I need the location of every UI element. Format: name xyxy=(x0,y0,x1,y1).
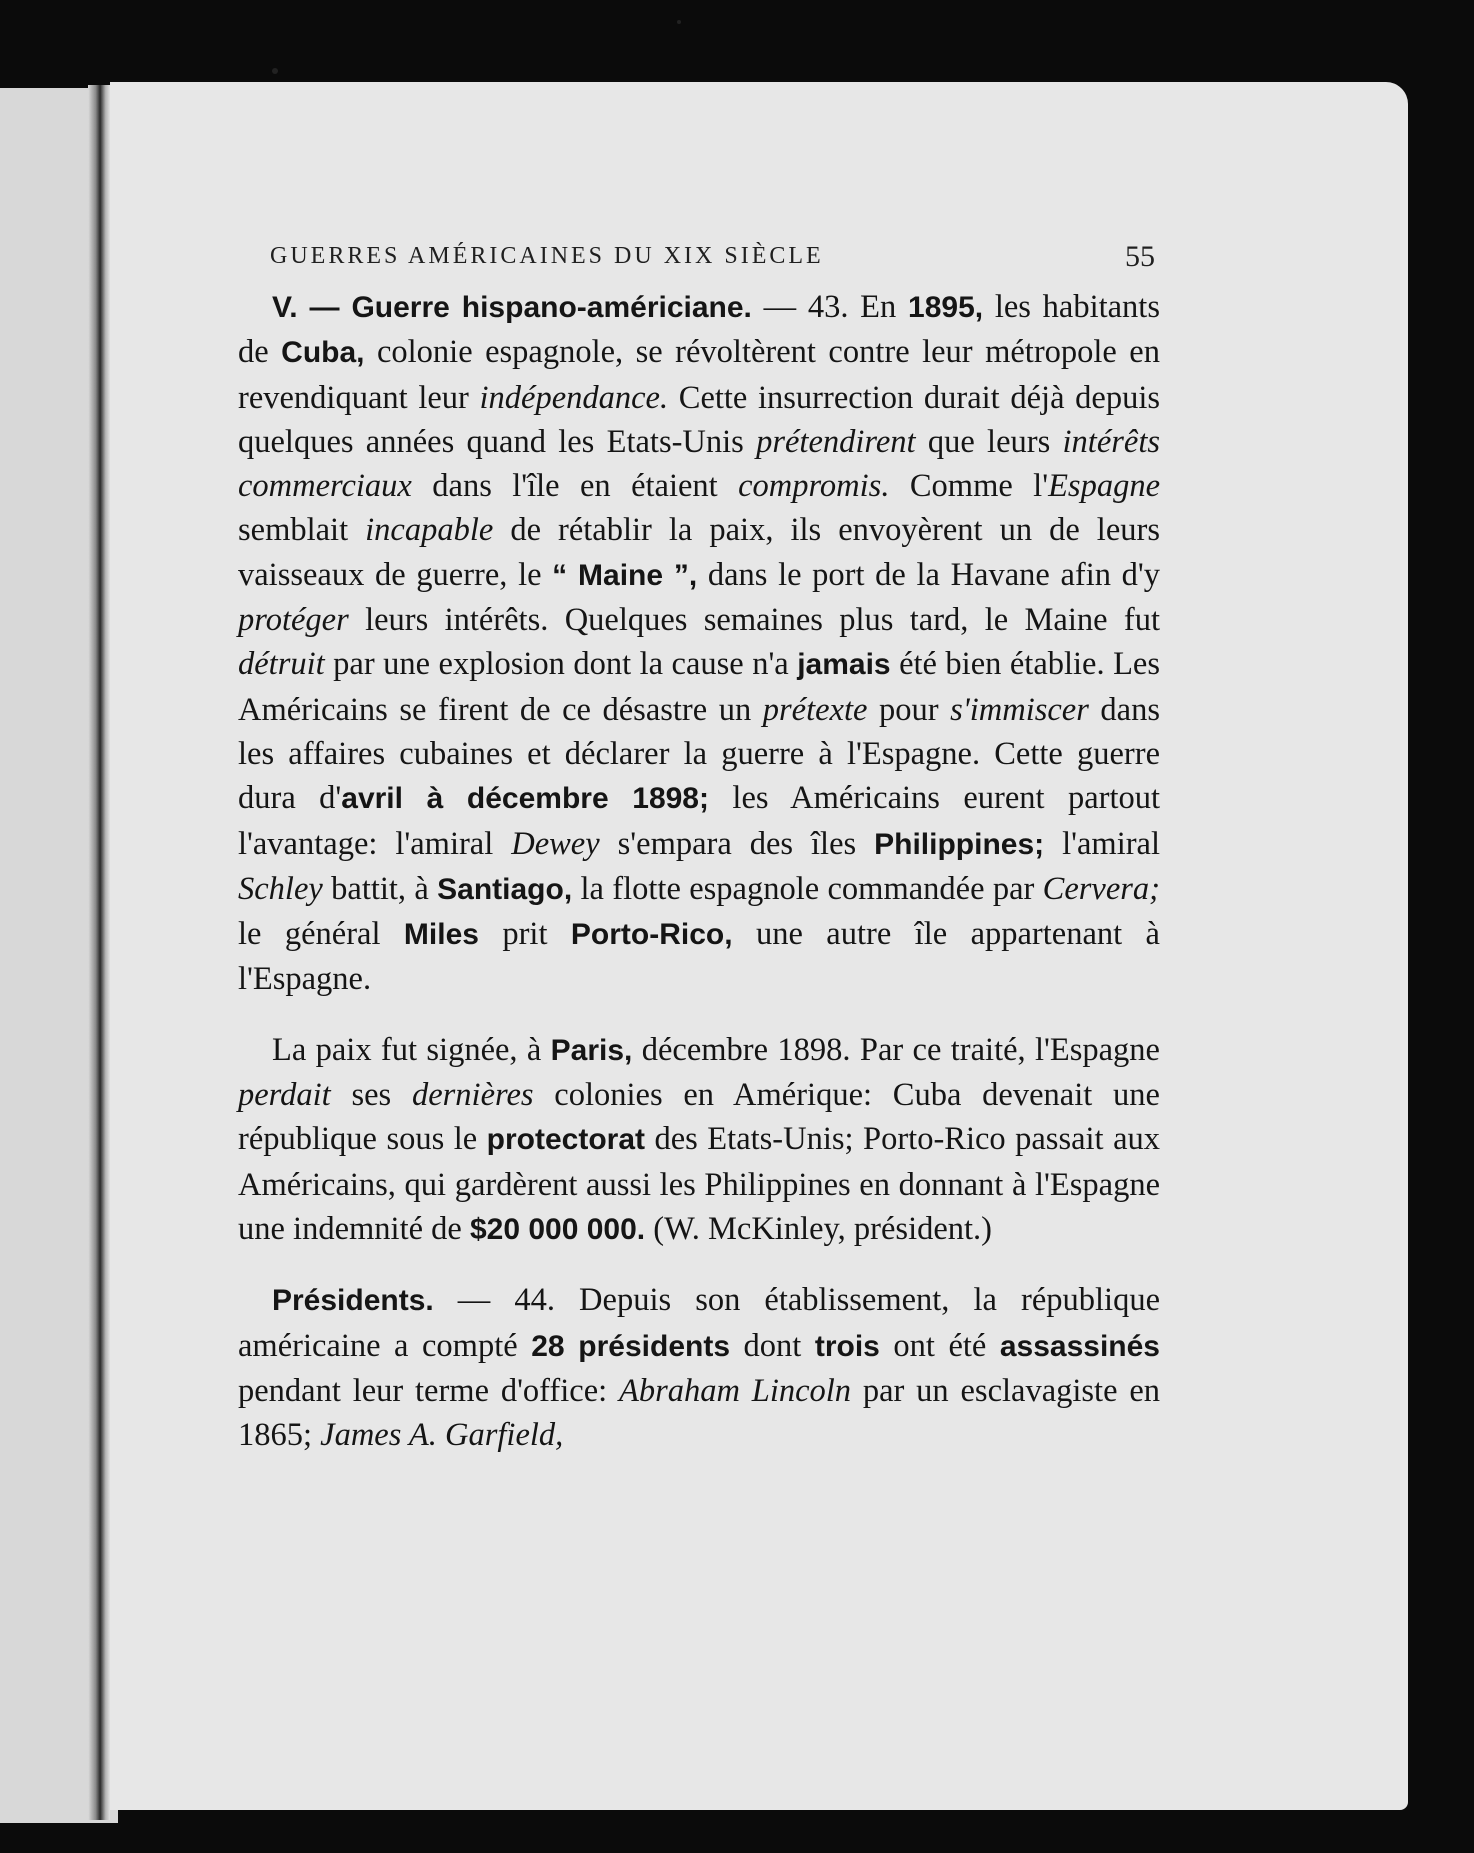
text-run: décembre 1898. Par ce traité, l'Espagne xyxy=(632,1031,1160,1068)
text-run: dont xyxy=(730,1327,815,1364)
text-run: dans les affaires cubaines et déclarer la guerre à l'Espagne. Cette guerre dura d' xyxy=(238,691,1160,817)
text-run: Cette insurrection durait déjà depuis quelques années quand les Etats-Unis xyxy=(238,379,1160,460)
text-run: La paix fut signée, à xyxy=(272,1031,551,1068)
italic-text: indépendance. xyxy=(479,379,669,416)
bold-text: 1895, xyxy=(908,291,984,324)
text-run: — 43. En xyxy=(751,289,909,325)
text-run: le général xyxy=(238,916,404,953)
italic-text: protéger xyxy=(238,602,349,639)
italic-text: Abraham Lincoln xyxy=(618,1372,852,1409)
italic-text: Espagne xyxy=(1048,468,1160,505)
italic-text: perdait xyxy=(238,1077,331,1114)
text-run: que leurs xyxy=(915,423,1063,460)
italic-text: intérêts commerciaux xyxy=(238,423,1160,505)
text-run: des Etats-Unis; Porto-Rico passait aux Américains, qui gardèrent aussi les Philippines en donnant à l'Espagne une indemnité de xyxy=(238,1121,1160,1247)
text-run: une autre île appartenant à l'Espagne. xyxy=(238,916,1160,998)
bold-text: avril à décembre 1898; xyxy=(341,782,709,816)
bold-text: assassinés xyxy=(999,1329,1160,1363)
italic-text: détruit xyxy=(238,646,325,683)
bold-text: Présidents. xyxy=(272,1284,434,1318)
book-gutter xyxy=(88,85,110,1820)
bold-text: “ Maine ”, xyxy=(552,558,698,592)
paragraph-peace xyxy=(238,1028,1160,1252)
text-run: (W. McKinley, président.) xyxy=(645,1210,993,1247)
bold-text: Paris, xyxy=(550,1033,633,1067)
text-run: ont été xyxy=(879,1327,1000,1364)
text-run: par une explosion dont la cause n'a xyxy=(324,646,798,683)
bold-text: trois xyxy=(814,1329,880,1363)
scan-speck xyxy=(677,20,681,24)
bold-text: 28 présidents xyxy=(531,1329,731,1363)
italic-text: incapable xyxy=(365,512,494,549)
scan-speck xyxy=(272,68,278,74)
body-text xyxy=(238,285,1160,1457)
bold-text: Miles xyxy=(403,918,479,952)
text-run: été bien établie. Les Américains se firent de ce désastre un xyxy=(238,646,1160,728)
italic-text: Dewey xyxy=(511,825,600,862)
italic-text: dernières xyxy=(411,1077,534,1114)
text-run: — 44. Depuis son établissement, la république américaine a compté xyxy=(238,1282,1160,1364)
paragraph-war xyxy=(238,285,1160,1002)
italic-text: Cervera; xyxy=(1042,870,1160,907)
text-run: de rétablir la paix, ils envoyèrent un de leurs vaisseaux de guerre, le xyxy=(238,512,1160,593)
bold-text: $20 000 000. xyxy=(469,1212,646,1246)
text-run: semblait xyxy=(238,512,366,549)
text-run: leurs intérêts. Quelques semaines plus tard, le Maine fut xyxy=(348,602,1160,639)
text-run: prit xyxy=(478,916,571,953)
italic-text: Schley xyxy=(238,870,323,907)
text-run: battit, à xyxy=(322,870,438,907)
bold-text: protectorat xyxy=(486,1123,646,1157)
text-run: la flotte espagnole commandée par xyxy=(572,870,1043,907)
running-head: GUERRES AMÉRICAINES DU XIX SIÈCLE xyxy=(270,243,824,269)
text-run: colonies en Amérique: Cuba devenait une république sous le xyxy=(238,1077,1160,1158)
page-number: 55 xyxy=(1125,240,1155,273)
italic-text: s'immiscer xyxy=(950,691,1089,728)
italic-text: James A. Garfield, xyxy=(320,1417,564,1454)
italic-text: prétexte xyxy=(762,691,868,728)
text-run: dans l'île en étaient xyxy=(411,468,739,505)
text-run: ses xyxy=(330,1077,412,1114)
text-run: pour xyxy=(867,691,951,728)
text-run: pendant leur terme d'office: xyxy=(238,1372,619,1409)
bold-text: Porto-Rico, xyxy=(570,918,733,952)
text-run: colonie espagnole, se révoltèrent contre leur métropole en revendiquant leur xyxy=(238,334,1160,416)
text-run: dans le port de la Havane afin d'y xyxy=(697,556,1160,593)
bold-text: jamais xyxy=(797,648,891,682)
italic-text: compromis. xyxy=(738,468,890,505)
bold-text: V. — Guerre hispano-américiane. xyxy=(272,291,752,324)
bold-text: Philippines; xyxy=(874,827,1045,861)
text-run: les habitants de xyxy=(238,289,1160,371)
text-run: l'amiral xyxy=(1044,825,1161,862)
bold-text: Cuba, xyxy=(281,336,365,370)
text-run: par un esclavagiste en 1865; xyxy=(238,1372,1160,1454)
paragraph-presidents xyxy=(238,1278,1160,1457)
bold-text: Santiago, xyxy=(437,872,573,906)
text-run: s'empara des îles xyxy=(599,825,875,862)
italic-text: prétendirent xyxy=(756,423,916,460)
text-run: les Américains eurent partout l'avantage: l'amiral xyxy=(238,780,1161,862)
text-run: Comme l' xyxy=(889,468,1049,505)
